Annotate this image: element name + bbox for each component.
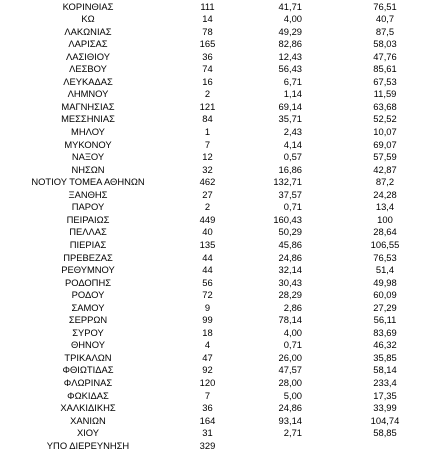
change-cell: 24,28 bbox=[373, 188, 397, 200]
change-cell: 100 bbox=[377, 213, 393, 225]
change-cell: 42,87 bbox=[373, 163, 397, 175]
change-cell: 35,85 bbox=[373, 351, 397, 363]
region-cell: ΠΑΡΟΥ bbox=[71, 201, 105, 213]
region-cell: ΘΗΝΟΥ bbox=[70, 339, 106, 351]
rate-cell: 50,29 bbox=[278, 226, 302, 238]
region-cell: ΣΕΡΡΩΝ bbox=[68, 314, 108, 326]
cases-cell: 121 bbox=[199, 100, 216, 112]
rate-cell: 6,71 bbox=[283, 75, 302, 87]
region-cell: ΥΠΟ ΔΙΕΡΕΥΝΗΣΗ bbox=[46, 439, 130, 451]
cases-cell: 78 bbox=[202, 25, 213, 37]
region-cell: ΞΑΝΘΗΣ bbox=[68, 188, 108, 200]
rate-cell: 35,71 bbox=[278, 113, 302, 125]
table-row bbox=[0, 302, 438, 315]
rate-cell: 78,14 bbox=[278, 314, 302, 326]
table-row bbox=[0, 113, 438, 126]
rate-cell: 4,00 bbox=[283, 13, 302, 25]
cases-cell: 18 bbox=[202, 326, 213, 338]
cases-cell: 2 bbox=[204, 88, 211, 100]
region-cell: ΠΡΕΒΕΖΑΣ bbox=[63, 251, 113, 263]
table-row bbox=[0, 239, 438, 252]
rate-cell: 0,71 bbox=[283, 339, 302, 351]
cases-cell: 120 bbox=[199, 377, 216, 388]
rate-cell: 93,14 bbox=[278, 414, 302, 426]
table-row bbox=[0, 1, 438, 14]
table-row bbox=[0, 440, 438, 453]
region-cell: ΠΙΕΡΙΑΣ bbox=[69, 238, 107, 250]
table-row bbox=[0, 38, 438, 51]
rate-cell: 82,86 bbox=[278, 38, 302, 50]
change-cell: 63,68 bbox=[373, 100, 397, 112]
region-cell: ΧΑΛΚΙΔΙΚΗΣ bbox=[60, 402, 116, 414]
region-cell: ΜΗΛΟΥ bbox=[71, 126, 105, 137]
rate-cell: 5,00 bbox=[283, 389, 302, 401]
cases-cell: 74 bbox=[202, 63, 213, 75]
cases-cell: 36 bbox=[202, 50, 213, 62]
cases-cell: 72 bbox=[202, 289, 213, 301]
table-row bbox=[0, 189, 438, 202]
region-cell: ΚΩ bbox=[81, 13, 95, 25]
table-row bbox=[0, 226, 438, 239]
cases-cell: 4 bbox=[204, 339, 211, 351]
change-cell: 11,59 bbox=[373, 88, 397, 100]
rate-cell: 160,43 bbox=[273, 213, 302, 225]
table-row bbox=[0, 88, 438, 101]
change-cell: 47,76 bbox=[373, 50, 397, 62]
change-cell: 40,7 bbox=[375, 13, 395, 25]
rate-cell: 2,86 bbox=[283, 301, 302, 313]
region-cell: ΠΕΛΛΑΣ bbox=[69, 226, 107, 238]
rate-cell: 2,71 bbox=[283, 427, 302, 439]
change-cell: 85,61 bbox=[373, 63, 397, 75]
region-cell: ΛΗΜΝΟΥ bbox=[67, 88, 109, 100]
table-row bbox=[0, 289, 438, 302]
rate-cell: 30,43 bbox=[278, 276, 302, 288]
change-cell: 106,55 bbox=[370, 238, 400, 250]
rate-cell: 0,71 bbox=[283, 201, 302, 213]
change-cell: 87,2 bbox=[375, 176, 395, 188]
region-cell: ΚΟΡΙΝΘΙΑΣ bbox=[62, 0, 114, 12]
region-cell: ΜΑΓΝΗΣΙΑΣ bbox=[61, 100, 115, 112]
region-cell: ΦΩΚΙΔΑΣ bbox=[67, 389, 109, 401]
change-cell: 10,07 bbox=[373, 126, 397, 137]
rate-cell: 24,86 bbox=[278, 402, 302, 414]
change-cell: 69,07 bbox=[373, 138, 397, 150]
table-row bbox=[0, 427, 438, 440]
rate-cell: 132,71 bbox=[273, 176, 302, 188]
rate-cell: 4,00 bbox=[283, 326, 302, 338]
table-row bbox=[0, 76, 438, 89]
rate-cell: 4,14 bbox=[283, 138, 302, 150]
region-cell: ΧΙΟΥ bbox=[76, 427, 100, 439]
cases-cell: 135 bbox=[199, 238, 216, 250]
cases-cell: 111 bbox=[200, 0, 215, 12]
region-cell: ΛΕΥΚΑΔΑΣ bbox=[63, 75, 113, 87]
cases-cell: 12 bbox=[202, 151, 213, 163]
rate-cell: 28,00 bbox=[278, 377, 302, 388]
table-row bbox=[0, 126, 438, 139]
region-cell: ΛΑΚΩΝΙΑΣ bbox=[64, 25, 112, 37]
change-cell: 51,4 bbox=[375, 264, 395, 276]
region-cell: ΦΛΩΡΙΝΑΣ bbox=[63, 377, 113, 388]
change-cell: 49,98 bbox=[373, 276, 397, 288]
cases-cell: 329 bbox=[199, 439, 216, 451]
table-row bbox=[0, 176, 438, 189]
table-row bbox=[0, 415, 438, 428]
cases-cell: 44 bbox=[202, 251, 213, 263]
table-row bbox=[0, 51, 438, 64]
cases-cell: 44 bbox=[202, 264, 213, 276]
table-row bbox=[0, 63, 438, 76]
table-row bbox=[0, 151, 438, 164]
rate-cell: 12,43 bbox=[278, 50, 302, 62]
rate-cell: 28,29 bbox=[278, 289, 302, 301]
cases-cell: 9 bbox=[204, 301, 211, 313]
cases-cell: 56 bbox=[202, 276, 213, 288]
region-cell: ΦΘΙΩΤΙΔΑΣ bbox=[62, 364, 114, 376]
cases-cell: 1 bbox=[204, 126, 211, 137]
change-cell: 33,99 bbox=[373, 402, 397, 414]
change-cell: 28,64 bbox=[373, 226, 397, 238]
rate-cell: 56,43 bbox=[278, 63, 302, 75]
change-cell: 58,14 bbox=[373, 364, 397, 376]
table-row bbox=[0, 252, 438, 265]
change-cell: 57,59 bbox=[373, 151, 397, 163]
cases-cell: 164 bbox=[199, 414, 216, 426]
change-cell: 17,35 bbox=[373, 389, 397, 401]
change-cell: 58,85 bbox=[373, 427, 397, 439]
table-row bbox=[0, 402, 438, 415]
rate-cell: 45,86 bbox=[278, 238, 302, 250]
cases-cell: 165 bbox=[199, 38, 216, 50]
region-cell: ΝΗΣΩΝ bbox=[71, 163, 105, 175]
cases-cell: 84 bbox=[202, 113, 213, 125]
table-row bbox=[0, 26, 438, 39]
change-cell: 52,52 bbox=[373, 113, 397, 125]
region-cell: ΛΕΣΒΟΥ bbox=[69, 63, 107, 75]
table-row bbox=[0, 277, 438, 290]
table-row bbox=[0, 214, 438, 227]
table-row bbox=[0, 201, 438, 214]
cases-cell: 47 bbox=[202, 351, 213, 363]
rate-cell: 16,86 bbox=[278, 163, 302, 175]
table-row bbox=[0, 314, 438, 327]
rate-cell: 26,00 bbox=[278, 351, 302, 363]
change-cell: 104,74 bbox=[370, 414, 400, 426]
cases-cell: 36 bbox=[202, 402, 213, 414]
cases-cell: 31 bbox=[202, 427, 213, 439]
change-cell: 83,69 bbox=[373, 326, 397, 338]
table-row bbox=[0, 390, 438, 403]
region-cell: ΜΥΚΟΝΟΥ bbox=[64, 138, 112, 150]
change-cell: 56,11 bbox=[373, 314, 397, 326]
table-row bbox=[0, 101, 438, 114]
region-cell: ΝΟΤΙΟΥ ΤΟΜΕΑ ΑΘΗΝΩΝ bbox=[31, 176, 145, 188]
region-cell: ΝΑΞΟΥ bbox=[71, 151, 105, 163]
cases-cell: 92 bbox=[202, 364, 213, 376]
change-cell: 87,5 bbox=[375, 25, 395, 37]
region-cell: ΛΑΣΙΘΙΟΥ bbox=[65, 50, 111, 62]
region-cell: ΤΡΙΚΑΛΩΝ bbox=[64, 351, 112, 363]
region-cell: ΛΑΡΙΣΑΣ bbox=[68, 38, 108, 50]
rate-cell: 41,71 bbox=[278, 0, 302, 12]
change-cell: 76,53 bbox=[373, 251, 397, 263]
region-cell: ΡΟΔΟΥ bbox=[71, 289, 105, 301]
cases-cell: 99 bbox=[202, 314, 213, 326]
change-cell: 58,03 bbox=[373, 38, 397, 50]
rate-cell: 49,29 bbox=[278, 25, 302, 37]
cases-cell: 2 bbox=[204, 201, 211, 213]
region-cell: ΣΥΡΟΥ bbox=[72, 326, 104, 338]
region-cell: ΡΕΘΥΜΝΟΥ bbox=[61, 264, 115, 276]
region-cell: ΧΑΝΙΩΝ bbox=[70, 414, 106, 426]
cases-cell: 449 bbox=[199, 213, 216, 225]
rate-cell: 2,43 bbox=[283, 126, 302, 137]
cases-cell: 40 bbox=[202, 226, 213, 238]
table-row bbox=[0, 339, 438, 352]
table-row bbox=[0, 164, 438, 177]
rate-cell: 47,57 bbox=[278, 364, 302, 376]
table-row bbox=[0, 377, 438, 390]
change-cell: 76,51 bbox=[373, 0, 397, 12]
change-cell: 67,53 bbox=[373, 75, 397, 87]
change-cell: 60,09 bbox=[373, 289, 397, 301]
rate-cell: 69,14 bbox=[278, 100, 302, 112]
rate-cell: 1,14 bbox=[283, 88, 302, 100]
table-row bbox=[0, 13, 438, 26]
cases-cell: 27 bbox=[202, 188, 213, 200]
table-row bbox=[0, 139, 438, 152]
change-cell: 13,4 bbox=[375, 201, 395, 213]
table-row bbox=[0, 327, 438, 340]
rate-cell: 32,14 bbox=[278, 264, 302, 276]
cases-cell: 16 bbox=[202, 75, 213, 87]
region-cell: ΣΑΜΟΥ bbox=[71, 301, 105, 313]
cases-cell: 462 bbox=[199, 176, 216, 188]
rate-cell: 0,57 bbox=[283, 151, 302, 163]
change-cell: 27,29 bbox=[373, 301, 397, 313]
region-cell: ΡΟΔΟΠΗΣ bbox=[64, 276, 112, 288]
change-cell: 46,32 bbox=[373, 339, 397, 351]
rate-cell: 37,57 bbox=[278, 188, 302, 200]
cases-cell: 14 bbox=[202, 13, 213, 25]
region-cell: ΠΕΙΡΑΙΩΣ bbox=[66, 213, 110, 225]
table-row bbox=[0, 352, 438, 365]
region-cell: ΜΕΣΣΗΝΙΑΣ bbox=[61, 113, 115, 125]
change-cell: 233,4 bbox=[373, 377, 397, 388]
cases-cell: 7 bbox=[204, 389, 211, 401]
table-row bbox=[0, 364, 438, 377]
rate-cell: 24,86 bbox=[278, 251, 302, 263]
cases-cell: 32 bbox=[202, 163, 213, 175]
cases-cell: 7 bbox=[204, 138, 211, 150]
table-row bbox=[0, 264, 438, 277]
